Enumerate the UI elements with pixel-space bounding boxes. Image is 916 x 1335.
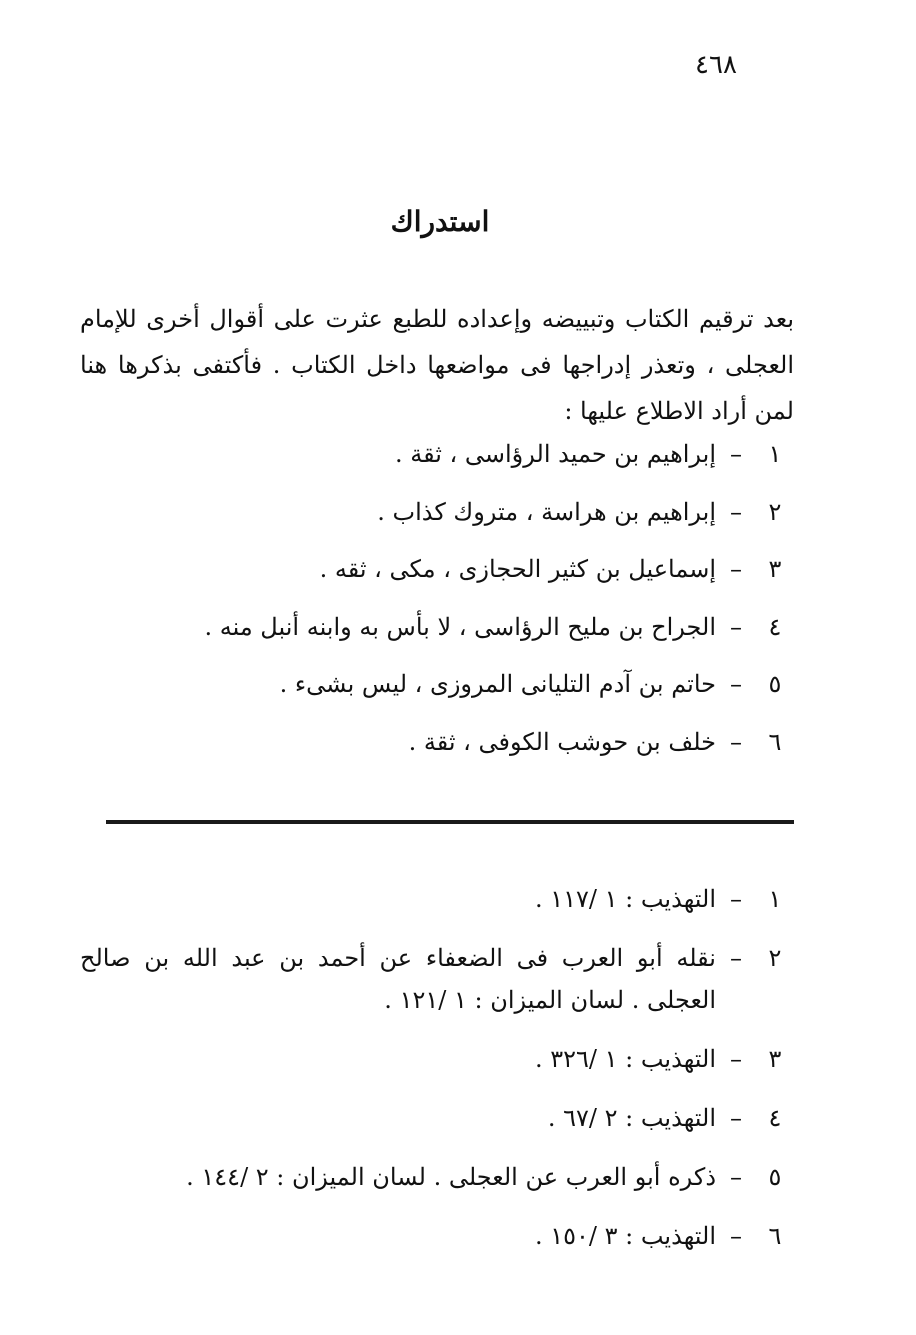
intro-paragraph: بعد ترقيم الكتاب وتبييضه وإعداده للطبع عثرت على أقوال أخرى للإمام العجلى ، وتعذر إدراجها فى مواضعها داخل الكتاب . فأكتفى بذكرها هنا لمن أراد الاطلاع عليها : [80,305,794,425]
entry-dash: – [730,612,742,641]
entry-dash: – [730,555,742,583]
footnote-item [80,1156,794,1198]
entry-text: حاتم بن آدم التليانى المروزى ، ليس بشىء . [279,670,716,698]
footnote-item [80,1215,794,1257]
footnote-text: التهذيب : ٣ /١٥٠ . [534,1222,716,1250]
entry-dash: – [730,670,742,698]
entry-number: ٣ [768,555,782,583]
footnote-item [80,878,794,920]
entry-item [80,498,794,556]
entry-text: إسماعيل بن كثير الحجازى ، مكى ، ثقه . [319,555,716,583]
footnote-dash: – [730,1045,742,1073]
entry-dash: – [730,497,742,526]
entry-item [80,440,794,498]
footnote-number: ٤ [768,1104,782,1132]
entry-number: ٤ [768,612,782,641]
footnote-item [80,1097,794,1139]
footnote-number: ١ [768,885,782,913]
footnote-text: التهذيب : ١ /٣٢٦ . [534,1045,716,1073]
page-number: ٤٦٨ [695,50,737,80]
entry-text: إبراهيم بن حميد الرؤاسى ، ثقة . [394,440,716,468]
entry-number: ٢ [768,497,782,526]
footnote-dash: – [730,885,742,913]
entry-dash: – [730,440,742,468]
footnote-dash: – [730,1104,742,1132]
footnote-text: التهذيب : ٢ /٦٧ . [547,1104,716,1132]
footnote-item [80,937,794,1021]
footnote-text: التهذيب : ١ /١١٧ . [534,885,716,913]
entry-item [80,613,794,671]
entry-number: ١ [768,440,782,468]
entry-dash: – [730,727,742,756]
footnote-number: ٣ [768,1045,782,1073]
entry-number: ٦ [768,727,782,756]
entry-text: الجراح بن مليح الرؤاسى ، لا بأس به وابنه أنبل منه . [204,612,716,641]
entry-text: خلف بن حوشب الكوفى ، ثقة . [408,727,716,756]
footnotes-list [80,878,794,1274]
footnote-number: ٢ [768,944,782,972]
entry-number: ٥ [768,670,782,698]
footnote-dash: – [730,1222,742,1250]
footnote-number: ٦ [768,1222,782,1250]
footnote-number: ٥ [768,1163,782,1191]
entry-text: إبراهيم بن هراسة ، متروك كذاب . [377,497,716,526]
footnote-dash: – [730,944,742,972]
section-title: استدراك [390,205,490,238]
entry-item [80,670,794,728]
footnote-text: ذكره أبو العرب عن العجلى . لسان الميزان : ٢ /١٤٤ . [186,1163,716,1191]
footnote-dash: – [730,1163,742,1191]
entry-item [80,728,794,786]
footnote-item [80,1038,794,1080]
footnote-text: نقله أبو العرب فى الضعفاء عن أحمد بن عبد الله بن صالح العجلى . لسان الميزان : ١ /١٢١ . [80,944,716,1014]
entries-list [80,440,794,785]
entry-item [80,555,794,613]
footnote-divider [106,820,794,824]
